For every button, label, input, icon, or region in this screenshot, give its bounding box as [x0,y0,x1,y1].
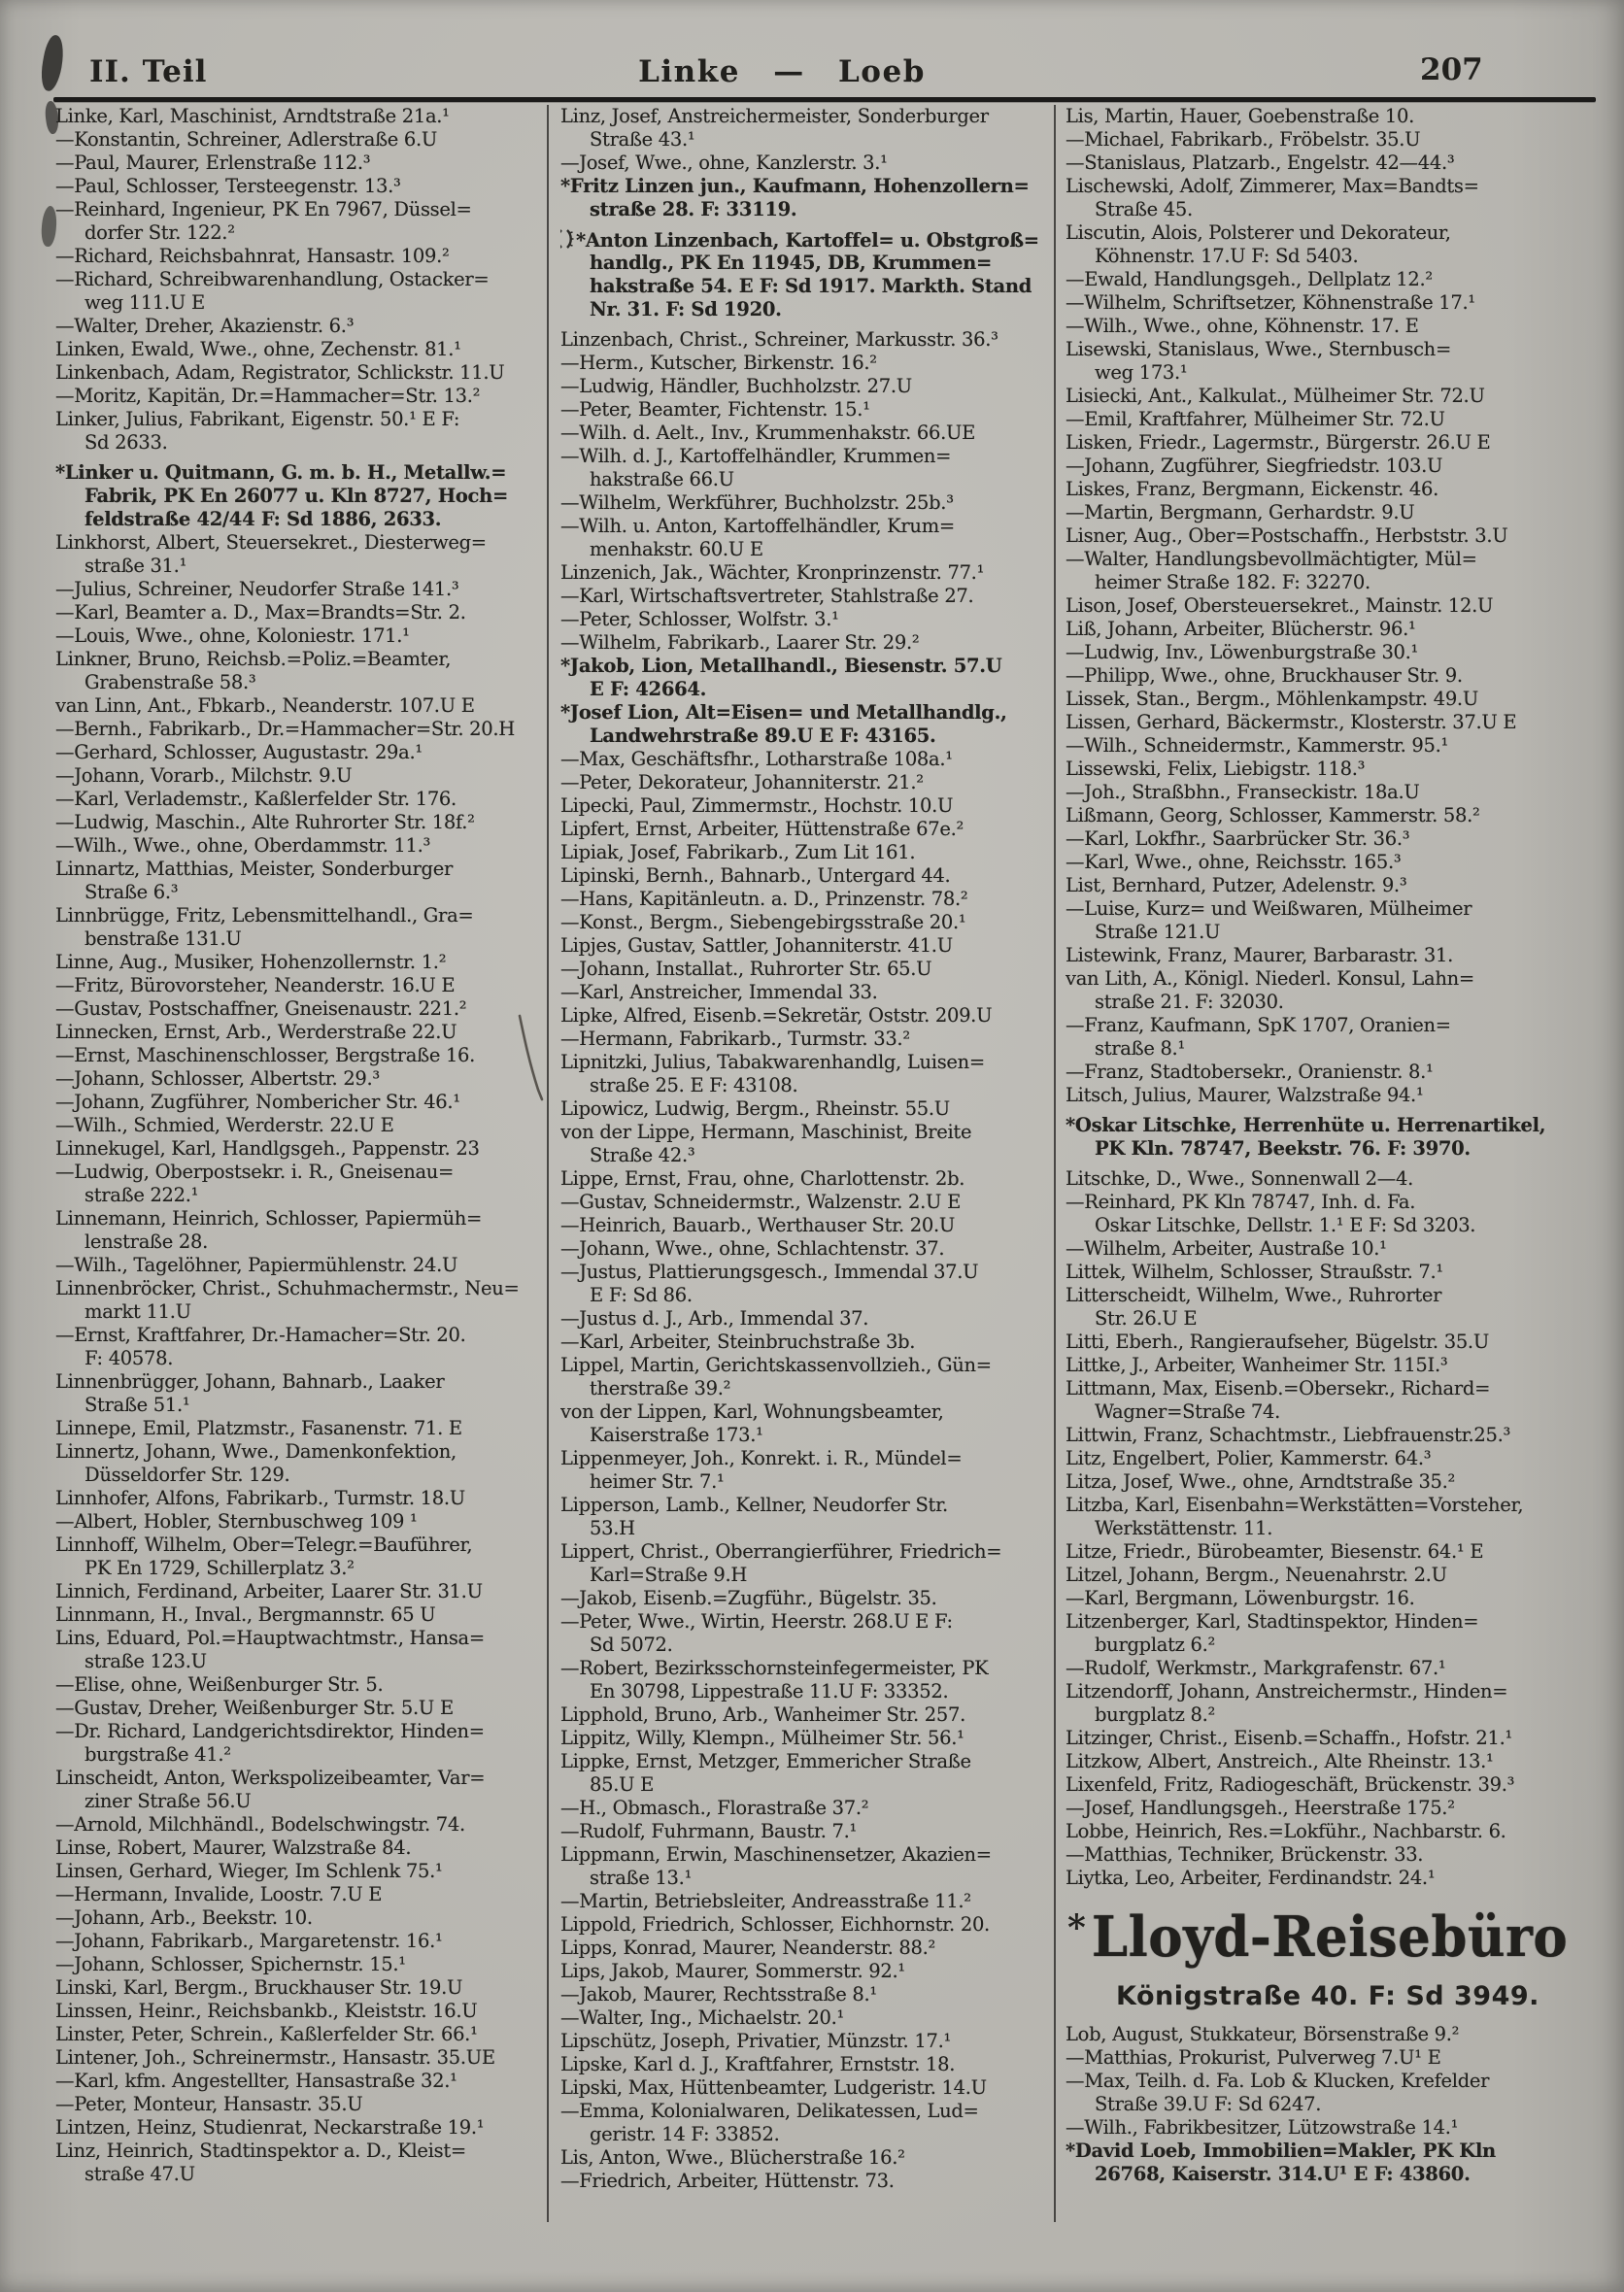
directory-line: —Elise, ohne, Weißenburger Str. 5. [55,1673,384,1696]
directory-line: —Joh., Straßbhn., Franseckistr. 18a.U [1066,781,1420,803]
directory-line: Litsch, Julius, Maurer, Walzstraße 94.¹ [1066,1084,1424,1106]
ad-star-mark: * [1067,1907,1086,1948]
directory-line: dorfer Str. 122.² [85,221,235,244]
directory-line: Litzba, Karl, Eisenbahn=Werkstätten=Vorsteher, [1066,1494,1524,1516]
directory-line: Liscutin, Alois, Polsterer und Dekorateur, [1066,221,1451,244]
directory-line: PK En 1729, Schillerplatz 3.² [85,1557,355,1579]
directory-column-right [1066,105,1602,2186]
directory-line: —Paul, Maurer, Erlenstraße 112.³ [55,152,371,174]
directory-line: Lipperson, Lamb., Kellner, Neudorfer Str. [560,1494,948,1516]
directory-column-left [55,105,543,2186]
directory-line: Straße 45. [1095,198,1193,220]
directory-line: *Oskar Litschke, Herrenhüte u. Herrenartikel, [1066,1114,1546,1136]
directory-line: —Herm., Kutscher, Birkenstr. 16.² [560,352,877,374]
directory-line: Litzinger, Christ., Eisenb.=Schaffn., Hofstr. 21.¹ [1066,1727,1513,1749]
directory-line: List, Bernhard, Putzer, Adelenstr. 9.³ [1066,874,1407,896]
directory-line: —Wilh. d. Aelt., Inv., Krummenhakstr. 66.UE [560,421,976,444]
directory-line: straße 8.¹ [1095,1037,1185,1060]
directory-line: —Reinhard, PK Kln 78747, Inh. d. Fa. [1066,1191,1416,1213]
directory-line: straße 13.¹ [590,1867,693,1889]
directory-line: Linzenbach, Christ., Schreiner, Markusstr. 36.³ [560,328,998,351]
directory-line: Lippe, Ernst, Frau, ohne, Charlottenstr. 2b. [560,1167,965,1190]
directory-line: Liskes, Franz, Bergmann, Eickenstr. 46. [1066,478,1439,500]
directory-line: Linnhoff, Wilhelm, Ober=Telegr.=Bauführer, [55,1534,473,1556]
directory-line: straße 222.¹ [85,1184,199,1206]
directory-line: Litzendorff, Johann, Anstreichermstr., Hinden= [1066,1680,1508,1702]
directory-line: —Karl, kfm. Angestellter, Hansastraße 32.¹ [55,2070,457,2092]
directory-line: —Johann, Schlosser, Spichernstr. 15.¹ [55,1953,406,1975]
directory-line: weg 111.U E [85,291,205,314]
directory-line: Linnenbrügger, Johann, Bahnarb., Laaker [55,1370,445,1393]
directory-line: —Jakob, Maurer, Rechtsstraße 8.¹ [560,1983,877,2006]
directory-line: Litzkow, Albert, Anstreich., Alte Rheinstr. 13.¹ [1066,1750,1494,1772]
directory-line: burgstraße 41.² [85,1743,231,1766]
directory-line: Litzenberger, Karl, Stadtinspektor, Hinden= [1066,1610,1479,1633]
directory-line: Litzel, Johann, Bergm., Neuenahrstr. 2.U [1066,1564,1447,1586]
directory-line: Lippenmeyer, Joh., Konrekt. i. R., Mündel= [560,1447,963,1469]
directory-line: 53.H [590,1517,635,1539]
directory-line: heimer Straße 182. F: 32270. [1095,571,1370,593]
ad-title: Lloyd-Reisebüro [1091,1904,1569,1970]
directory-line: *Josef Lion, Alt=Eisen= und Metallhandlg., [560,701,1007,724]
directory-line: Lippold, Friedrich, Schlosser, Eichhornstr. 20. [560,1913,990,1936]
directory-line: Lob, August, Stukkateur, Börsenstraße 9.² [1066,2023,1460,2045]
directory-line: —Jakob, Eisenb.=Zugführ., Bügelstr. 35. [560,1587,937,1609]
directory-line: —Richard, Schreibwarenhandlung, Ostacker= [55,268,490,290]
directory-line: —Max, Geschäftsfhr., Lotharstraße 108a.¹ [560,748,953,770]
directory-line: Lipke, Alfred, Eisenb.=Sekretär, Oststr. 209.U [560,1004,993,1027]
directory-line: Lipiak, Josef, Fabrikarb., Zum Lit 161. [560,841,916,863]
directory-line: Linnemann, Heinrich, Schlosser, Papiermüh= [55,1207,482,1230]
directory-line: Linnertz, Johann, Wwe., Damenkonfektion, [55,1440,457,1463]
directory-line: Littke, J., Arbeiter, Wanheimer Str. 115I.³ [1066,1354,1448,1376]
directory-line: Lissek, Stan., Bergm., Möhlenkampstr. 49.U [1066,688,1478,710]
directory-line: Litza, Josef, Wwe., ohne, Arndtstraße 35.² [1066,1470,1456,1493]
directory-line: Liß, Johann, Arbeiter, Blücherstr. 96.¹ [1066,618,1416,640]
directory-line: —Hermann, Fabrikarb., Turmstr. 33.² [560,1028,910,1050]
directory-line: —Hermann, Invalide, Loostr. 7.U E [55,1883,383,1905]
directory-line: markt 11.U [85,1300,191,1323]
directory-line: Linkenbach, Adam, Registrator, Schlickstr. 11.U [55,361,505,384]
directory-line: —Arnold, Milchhändl., Bodelschwingstr. 74. [55,1813,465,1836]
directory-line: —Ludwig, Händler, Buchholzstr. 27.U [560,375,912,397]
directory-line: Linnenbröcker, Christ., Schuhmachermstr., Neu= [55,1277,520,1299]
directory-line: Linnich, Ferdinand, Arbeiter, Laarer Str. 31.U [55,1580,483,1602]
directory-line: Lippke, Ernst, Metzger, Emmericher Straße [560,1750,971,1772]
directory-line: Linnecken, Ernst, Arb., Werderstraße 22.U [55,1021,457,1043]
directory-line: —Ludwig, Maschin., Alte Ruhrorter Str. 18f.² [55,811,475,833]
directory-line: Lischewski, Adolf, Zimmerer, Max=Bandts= [1066,175,1479,197]
page-number: 207 [1420,52,1483,87]
directory-line: —Wilh., Schmied, Werderstr. 22.U E [55,1114,394,1136]
directory-line: weg 173.¹ [1095,361,1188,384]
directory-line: Sd 5072. [590,1634,673,1656]
directory-line: Lippert, Christ., Oberrangierführer, Friedrich= [560,1540,1002,1563]
directory-line: —Ernst, Kraftfahrer, Dr.-Hamacher=Str. 20. [55,1324,466,1346]
directory-line: benstraße 131.U [85,927,242,950]
directory-line: straße 31.¹ [85,555,187,577]
page-title: Linke — Loeb [638,54,926,89]
laurel-wreath-icon [560,228,574,252]
directory-line: Linnhofer, Alfons, Fabrikarb., Turmstr. 18.U [55,1487,465,1509]
directory-line: —Justus d. J., Arb., Immendal 37. [560,1307,869,1330]
directory-line: von der Lippe, Hermann, Maschinist, Breite [560,1121,972,1143]
directory-line: —Wilhelm, Schriftsetzer, Köhnenstraße 17.¹ [1066,291,1475,314]
directory-line: Lippitz, Willy, Klempn., Mülheimer Str. 56.¹ [560,1727,964,1749]
directory-line: *Anton Linzenbach, Kartoffel= u. Obstgroß= [560,228,1048,252]
directory-line: —Reinhard, Ingenieur, PK En 7967, Düssel= [55,198,472,220]
directory-line: —H., Obmasch., Florastraße 37.² [560,1797,869,1819]
directory-line: —Johann, Vorarb., Milchstr. 9.U [55,764,353,787]
directory-line: Linken, Ewald, Wwe., ohne, Zechenstr. 81.¹ [55,338,461,360]
directory-line: Fabrik, PK En 26077 u. Kln 8727, Hoch= [85,485,509,507]
directory-line: —Johann, Installat., Ruhrorter Str. 65.U [560,958,932,980]
directory-line: straße 28. F: 33119. [590,198,797,220]
directory-line: Sd 2633. [85,431,168,454]
directory-line: Lis, Martin, Hauer, Goebenstraße 10. [1066,105,1415,127]
directory-line: Linnartz, Matthias, Meister, Sonderburger [55,858,453,880]
directory-line: Linnekugel, Karl, Handlgsgeh., Pappenstr. 23 [55,1137,480,1160]
directory-line: —Martin, Bergmann, Gerhardstr. 9.U [1066,501,1415,523]
directory-line: —Karl, Anstreicher, Immendal 33. [560,981,878,1003]
directory-line: —Moritz, Kapitän, Dr.=Hammacher=Str. 13.² [55,385,481,407]
directory-line: ziner Straße 56.U [85,1790,252,1812]
column-divider [1054,105,1056,2222]
pen-check-mark-icon [513,1012,552,1109]
directory-line: —Johann, Zugführer, Siegfriedstr. 103.U [1066,455,1443,477]
directory-line: Linsen, Gerhard, Wieger, Im Schlenk 75.¹ [55,1860,443,1882]
directory-line: burgplatz 6.² [1095,1634,1216,1656]
directory-line: Linscheidt, Anton, Werkspolizeibeamter, Var= [55,1767,486,1789]
directory-line: Lipinski, Bernh., Bahnarb., Untergard 44. [560,864,951,887]
directory-line: Littmann, Max, Eisenb.=Obersekr., Richard= [1066,1377,1491,1399]
directory-line: Linnepe, Emil, Platzmstr., Fasanenstr. 71. E [55,1417,462,1439]
directory-line: —Karl, Beamter a. D., Max=Brandts=Str. 2. [55,601,466,624]
directory-line: Lissewski, Felix, Liebigstr. 118.³ [1066,758,1366,780]
directory-line: —Emma, Kolonialwaren, Delikatessen, Lud= [560,2100,979,2122]
directory-line: Litze, Friedr., Bürobeamter, Biesenstr. 64.¹ E [1066,1540,1484,1563]
directory-line: PK Kln. 78747, Beekstr. 76. F: 3970. [1095,1137,1471,1160]
directory-line: Linnbrügge, Fritz, Lebensmittelhandl., Gra= [55,904,474,927]
directory-line: Lintzen, Heinz, Studienrat, Neckarstraße 19.¹ [55,2116,485,2139]
directory-line: heimer Str. 7.¹ [590,1470,725,1493]
directory-line: E F: Sd 86. [590,1284,693,1306]
directory-line: Köhnenstr. 17.U F: Sd 5403. [1095,245,1359,267]
directory-line: geristr. 14 F: 33852. [590,2123,780,2145]
directory-line: Listewink, Franz, Maurer, Barbarastr. 31. [1066,944,1454,966]
directory-line: Lipecki, Paul, Zimmermstr., Hochstr. 10.U [560,794,954,817]
directory-line: —Albert, Hobler, Sternbuschweg 109 ¹ [55,1510,418,1533]
directory-line: —Konst., Bergm., Siebengebirgsstraße 20.¹ [560,911,966,933]
directory-line: —Philipp, Wwe., ohne, Bruckhauser Str. 9. [1066,664,1463,687]
directory-line: —Rudolf, Fuhrmann, Baustr. 7.¹ [560,1820,858,1842]
directory-line: —Wilh., Wwe., ohne, Oberdammstr. 11.³ [55,834,431,857]
directory-line: Grabenstraße 58.³ [85,671,256,693]
directory-line: Lis, Anton, Wwe., Blücherstraße 16.² [560,2146,905,2169]
directory-line: —Karl, Wwe., ohne, Reichsstr. 165.³ [1066,851,1402,873]
directory-line: Lissen, Gerhard, Bäckermstr., Klosterstr. 37.U E [1066,711,1517,733]
directory-line: van Lith, A., Königl. Niederl. Konsul, Lahn= [1066,967,1474,990]
directory-line: —Louis, Wwe., ohne, Koloniestr. 171.¹ [55,624,410,647]
directory-line: Linkhorst, Albert, Steuersekret., Diesterweg= [55,531,487,554]
directory-line: E F: 42664. [590,678,707,700]
directory-line: —Ludwig, Inv., Löwenburgstraße 30.¹ [1066,641,1419,663]
directory-line: 26768, Kaiserstr. 314.U¹ E F: 43860. [1095,2163,1471,2185]
directory-line: —Gerhard, Schlosser, Augustastr. 29a.¹ [55,741,423,763]
directory-line: —Karl, Wirtschaftsvertreter, Stahlstraße 27. [560,585,974,607]
directory-line: —Matthias, Techniker, Brückenstr. 33. [1066,1843,1424,1866]
directory-line: —Martin, Betriebsleiter, Andreasstraße 11.² [560,1890,971,1912]
directory-line: —Heinrich, Bauarb., Werthauser Str. 20.U [560,1214,955,1236]
directory-line: *Jakob, Lion, Metallhandl., Biesenstr. 57.U [560,655,1002,677]
directory-line: therstraße 39.² [590,1377,731,1399]
directory-line: Landwehrstraße 89.U E F: 43165. [590,725,936,747]
directory-line: —Luise, Kurz= und Weißwaren, Mülheimer [1066,897,1472,920]
directory-line: Linker, Julius, Fabrikant, Eigenstr. 50.¹ E F: [55,408,460,430]
directory-column-middle [560,105,1048,2193]
directory-line: —Wilhelm, Werkführer, Buchholzstr. 25b.³ [560,491,954,514]
directory-line: straße 123.U [85,1650,207,1672]
directory-line: Linkner, Bruno, Reichsb.=Poliz.=Beamter, [55,648,452,670]
directory-line: Liytka, Leo, Arbeiter, Ferdinandstr. 24.¹ [1066,1867,1436,1889]
directory-line: —Stanislaus, Platzarb., Engelstr. 42—44.³ [1066,152,1455,174]
directory-line: —Robert, Bezirksschornsteinfegermeister, PK [560,1657,989,1679]
directory-line: *David Loeb, Immobilien=Makler, PK Kln [1066,2140,1496,2162]
directory-line: Lippel, Martin, Gerichtskassenvollzieh., Gün= [560,1354,992,1376]
directory-line: —Wilh., Tagelöhner, Papiermühlenstr. 24.U [55,1254,458,1276]
directory-line: Lipski, Max, Hüttenbeamter, Ludgeristr. 14.U [560,2076,987,2099]
directory-line: Lipowicz, Ludwig, Bergm., Rheinstr. 55.U [560,1097,950,1120]
directory-line: —Gustav, Dreher, Weißenburger Str. 5.U E [55,1697,454,1719]
directory-line: handlg., PK En 11945, DB, Krummen= [590,252,993,274]
directory-line: —Wilh. u. Anton, Kartoffelhändler, Krum= [560,515,955,537]
directory-line: —Richard, Reichsbahnrat, Hansastr. 109.² [55,245,450,267]
directory-line: —Julius, Schreiner, Neudorfer Straße 141.³ [55,578,459,600]
directory-line: —Wilhelm, Arbeiter, Austraße 10.¹ [1066,1237,1387,1260]
directory-line: Lins, Eduard, Pol.=Hauptwachtmstr., Hansa= [55,1627,485,1649]
directory-line: Litschke, D., Wwe., Sonnenwall 2—4. [1066,1167,1413,1190]
directory-line: Linse, Robert, Maurer, Walzstraße 84. [55,1837,412,1859]
directory-line: Linzenich, Jak., Wächter, Kronprinzenstr. 77.¹ [560,561,985,584]
directory-line: Linnmann, H., Inval., Bergmannstr. 65 U [55,1603,436,1626]
directory-line: —Wilh., Fabrikbesitzer, Lützowstraße 14.¹ [1066,2116,1459,2139]
directory-line: Linski, Karl, Bergm., Bruckhauser Str. 19.U [55,1976,463,1999]
directory-line: —Peter, Schlosser, Wolfstr. 3.¹ [560,608,839,630]
directory-line: Lisiecki, Ant., Kalkulat., Mülheimer Str. 72.U [1066,385,1485,407]
directory-line: straße 21. F: 32030. [1095,991,1284,1013]
directory-line: von der Lippen, Karl, Wohnungsbeamter, [560,1400,944,1423]
column-divider [547,105,549,2222]
directory-line: —Wilh., Wwe., ohne, Köhnenstr. 17. E [1066,315,1419,337]
directory-line: En 30798, Lippestraße 11.U F: 33352. [590,1680,949,1702]
directory-line: —Justus, Plattierungsgesch., Immendal 37.U [560,1261,979,1283]
directory-line: Lisner, Aug., Ober=Postschaffn., Herbststr. 3.U [1066,524,1508,547]
directory-line: —Ludwig, Oberpostsekr. i. R., Gneisenau= [55,1161,455,1183]
directory-line: hakstraße 66.U [590,468,734,490]
directory-line: straße 47.U [85,2163,195,2185]
directory-line: *Linker u. Quitmann, G. m. b. H., Metallw.= [55,461,507,484]
directory-line: —Wilh. d. J., Kartoffelhändler, Krummen= [560,445,952,467]
directory-line: Düsseldorfer Str. 129. [85,1464,290,1486]
directory-line: straße 25. E F: 43108. [590,1074,798,1096]
directory-line: —Karl, Bergmann, Löwenburgstr. 16. [1066,1587,1415,1609]
directory-line: Lixenfeld, Fritz, Radiogeschäft, Brückenstr. 39.³ [1066,1773,1515,1796]
directory-line: Lipps, Konrad, Maurer, Neanderstr. 88.² [560,1937,935,1959]
directory-line: Wagner=Straße 74. [1095,1400,1281,1423]
directory-line: Linne, Aug., Musiker, Hohenzollernstr. 1.² [55,951,447,973]
directory-line: —Fritz, Bürovorsteher, Neanderstr. 16.U E [55,974,456,996]
directory-line: Lipnitzki, Julius, Tabakwarenhandlg, Luisen= [560,1051,985,1073]
directory-line: Lison, Josef, Obersteuersekret., Mainstr. 12.U [1066,594,1494,617]
section-heading: II. Teil [89,54,208,89]
directory-line: —Johann, Fabrikarb., Margaretenstr. 16.¹ [55,1930,443,1952]
directory-line: —Peter, Monteur, Hansastr. 35.U [55,2093,363,2115]
directory-line: Littek, Wilhelm, Schlosser, Straußstr. 7.¹ [1066,1261,1443,1283]
directory-line: Nr. 31. F: Sd 1920. [590,298,782,320]
directory-line: —Konstantin, Schreiner, Adlerstraße 6.U [55,128,438,151]
directory-line: —Matthias, Prokurist, Pulverweg 7.U¹ E [1066,2046,1441,2069]
directory-line: Linz, Heinrich, Stadtinspektor a. D., Kleist= [55,2140,466,2162]
directory-line: —Ernst, Maschinenschlosser, Bergstraße 16. [55,1044,476,1066]
directory-line: —Dr. Richard, Landgerichtsdirektor, Hinden= [55,1720,485,1742]
directory-line: —Peter, Wwe., Wirtin, Heerstr. 268.U E F: [560,1610,953,1633]
directory-line: Straße 42.³ [590,1144,695,1166]
directory-line: —Johann, Schlosser, Albertstr. 29.³ [55,1067,380,1090]
directory-line: hakstraße 54. E F: Sd 1917. Markth. Stand [590,275,1032,297]
directory-line: Straße 39.U F: Sd 6247. [1095,2093,1322,2115]
directory-line: —Walter, Ing., Michaelstr. 20.¹ [560,2006,845,2029]
advertisement-lloyd-reisebuero [1067,1904,1602,2011]
directory-line: Lißmann, Georg, Schlosser, Kammerstr. 58.² [1066,804,1480,826]
directory-line: —Gustav, Schneidermstr., Walzenstr. 2.U E [560,1191,962,1213]
directory-line: —Hans, Kapitänleutn. a. D., Prinzenstr. 78.² [560,888,968,910]
directory-line: Str. 26.U E [1095,1307,1198,1330]
directory-line: —Gustav, Postschaffner, Gneisenaustr. 221.² [55,997,467,1020]
directory-line: Lipske, Karl d. J., Kraftfahrer, Ernststr. 18. [560,2053,956,2075]
directory-line: Lipjes, Gustav, Sattler, Johanniterstr. 41.U [560,934,953,957]
directory-line: burgplatz 8.² [1095,1703,1216,1726]
directory-line: —Walter, Dreher, Akazienstr. 6.³ [55,315,355,337]
directory-line: —Wilhelm, Fabrikarb., Laarer Str. 29.² [560,631,920,654]
directory-line: Lipschütz, Joseph, Privatier, Münzstr. 17.¹ [560,2030,951,2052]
directory-line: —Karl, Lokfhr., Saarbrücker Str. 36.³ [1066,827,1410,850]
directory-line: Werkstättenstr. 11. [1095,1517,1273,1539]
directory-line: —Johann, Wwe., ohne, Schlachtenstr. 37. [560,1237,945,1260]
directory-line: Lipphold, Bruno, Arb., Wanheimer Str. 257. [560,1703,965,1726]
directory-line: —Wilh., Schneidermstr., Kammerstr. 95.¹ [1066,734,1449,757]
directory-line: —Peter, Dekorateur, Johanniterstr. 21.² [560,771,924,793]
directory-line: Lippmann, Erwin, Maschinensetzer, Akazien= [560,1843,992,1866]
directory-line: van Linn, Ant., Fbkarb., Neanderstr. 107.U E [55,694,475,717]
directory-line: Lisewski, Stanislaus, Wwe., Sternbusch= [1066,338,1451,360]
directory-line: Linster, Peter, Schrein., Kaßlerfelder Str. 66.¹ [55,2023,478,2045]
directory-line: 85.U E [590,1773,655,1796]
directory-line: —Walter, Handlungsbevollmächtigter, Mül= [1066,548,1477,570]
directory-line: —Rudolf, Werkmstr., Markgrafenstr. 67.¹ [1066,1657,1446,1679]
directory-line: —Peter, Beamter, Fichtenstr. 15.¹ [560,398,870,421]
directory-line: *Fritz Linzen jun., Kaufmann, Hohenzollern= [560,175,1030,197]
directory-line: —Michael, Fabrikarb., Fröbelstr. 35.U [1066,128,1421,151]
directory-line: Karl=Straße 9.H [590,1564,748,1586]
ad-address-phone: Königstraße 40. F: Sd 3949. [1116,1981,1539,2011]
directory-line: Lips, Jakob, Maurer, Sommerstr. 92.¹ [560,1960,905,1982]
directory-line: —Karl, Arbeiter, Steinbruchstraße 3b. [560,1331,916,1353]
directory-line: Straße 6.³ [85,881,179,903]
directory-line: —Max, Teilh. d. Fa. Lob & Klucken, Krefelder [1066,2070,1490,2092]
directory-line: lenstraße 28. [85,1230,209,1253]
directory-line: Straße 51.¹ [85,1394,190,1416]
directory-line: —Franz, Stadtobersekr., Oranienstr. 8.¹ [1066,1061,1434,1083]
directory-line: —Bernh., Fabrikarb., Dr.=Hammacher=Str. 20.H [55,718,515,740]
directory-line: —Karl, Verlademstr., Kaßlerfelder Str. 176. [55,788,457,810]
directory-line: —Josef, Wwe., ohne, Kanzlerstr. 3.¹ [560,152,888,174]
header-rule [53,97,1596,102]
directory-line: Kaiserstraße 173.¹ [590,1424,763,1446]
directory-line: Lobbe, Heinrich, Res.=Lokführ., Nachbarstr. 6. [1066,1820,1506,1842]
directory-line: —Paul, Schlosser, Tersteegenstr. 13.³ [55,175,401,197]
directory-line: Lintener, Joh., Schreinermstr., Hansastr. 35.UE [55,2046,495,2069]
directory-line: —Friedrich, Arbeiter, Hüttenstr. 73. [560,2170,895,2192]
directory-line: menhakstr. 60.U E [590,538,763,560]
directory-line: feldstraße 42/44 F: Sd 1886, 2633. [85,508,442,530]
directory-line: —Johann, Zugführer, Nombericher Str. 46.¹ [55,1091,460,1113]
directory-line: —Ewald, Handlungsgeh., Dellplatz 12.² [1066,268,1433,290]
directory-line: F: 40578. [85,1347,174,1369]
directory-line: Lipfert, Ernst, Arbeiter, Hüttenstraße 67e.² [560,818,964,840]
directory-line: Littwin, Franz, Schachtmstr., Liebfrauenstr.25.³ [1066,1424,1511,1446]
directory-line: Linssen, Heinr., Reichsbankb., Kleiststr. 16.U [55,2000,478,2022]
directory-line: Linz, Josef, Anstreichermeister, Sonderburger [560,105,989,127]
directory-line: —Johann, Arb., Beekstr. 10. [55,1906,313,1929]
directory-line: Litz, Engelbert, Polier, Kammerstr. 64.³ [1066,1447,1432,1469]
directory-line: Lisken, Friedr., Lagermstr., Bürgerstr. 26.U E [1066,431,1491,454]
directory-line: —Josef, Handlungsgeh., Heerstraße 175.² [1066,1797,1455,1819]
directory-line: —Emil, Kraftfahrer, Mülheimer Str. 72.U [1066,408,1445,430]
directory-line: Oskar Litschke, Dellstr. 1.¹ E F: Sd 3203. [1095,1214,1476,1236]
directory-line: Linke, Karl, Maschinist, Arndtstraße 21a.¹ [55,105,450,127]
directory-line: Litti, Eberh., Rangieraufseher, Bügelstr. 35.U [1066,1331,1489,1353]
directory-line: Straße 121.U [1095,921,1221,943]
directory-line: —Franz, Kaufmann, SpK 1707, Oranien= [1066,1014,1451,1036]
directory-line: Straße 43.¹ [590,128,695,151]
directory-line: Litterscheidt, Wilhelm, Wwe., Ruhrorter [1066,1284,1442,1306]
